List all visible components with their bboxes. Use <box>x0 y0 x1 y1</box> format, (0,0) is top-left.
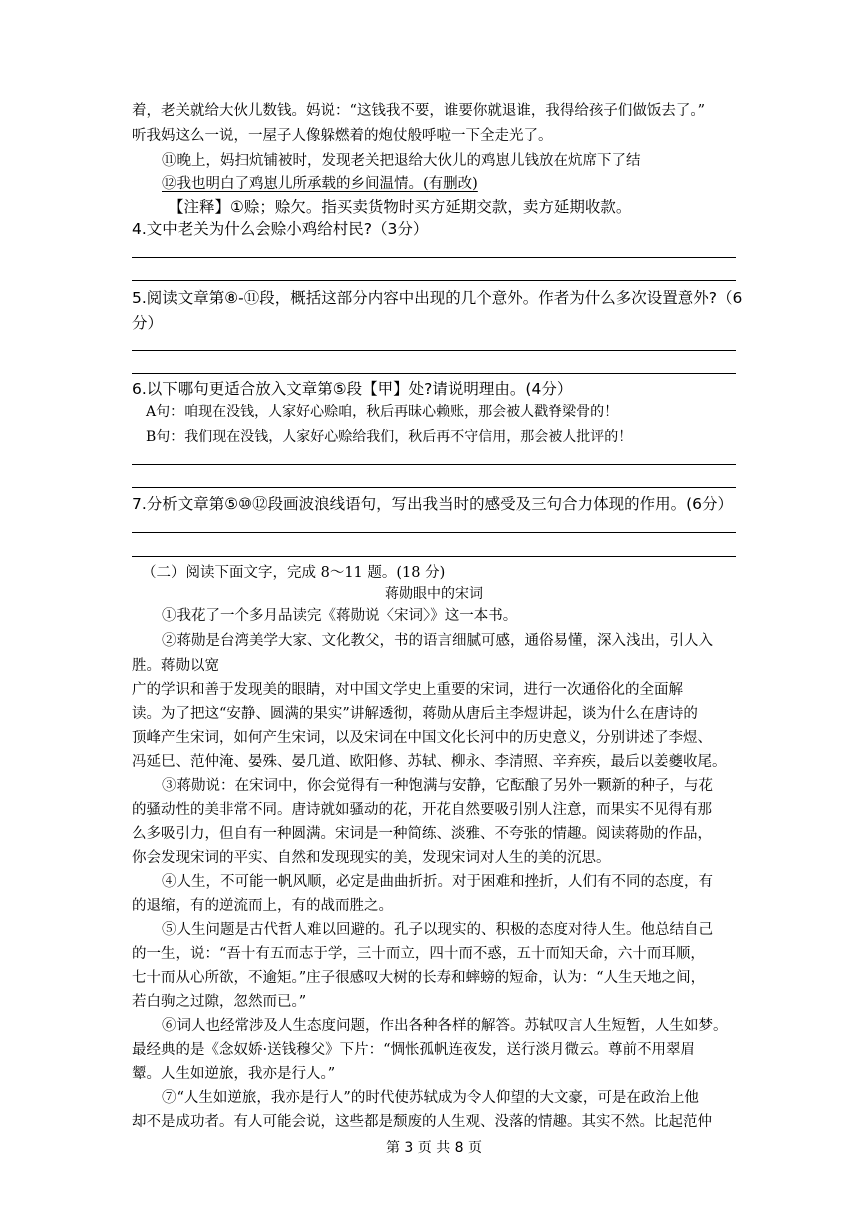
passage-line: 着，老关就给大伙儿数钱。妈说：“这钱我不要，谁要你就退谁，我得给孩子们做饭去了。” <box>132 103 706 119</box>
answer-line[interactable] <box>132 280 736 281</box>
answer-line[interactable] <box>132 257 736 258</box>
article-line: 颦。人生如逆旅，我亦是行人。” <box>132 1066 336 1082</box>
article-line: ①我花了一个多月品读完《蒋勋说〈宋词〉》这一本书。 <box>162 608 518 624</box>
answer-line[interactable] <box>132 487 736 488</box>
article-line: ⑦“人生如逆旅，我亦是行人”的时代使苏轼成为令人仰望的大文豪，可是在政治上他 <box>162 1090 699 1106</box>
article-line: 读。为了把这“安静、圆满的果实”讲解透彻，蒋勋从唐后主李煜讲起，谈为什么在唐诗的 <box>132 706 698 722</box>
question-4: 4.文中老关为什么会赊小鸡给村民?（3分） <box>132 220 429 238</box>
article-line: ⑤人生问题是古代哲人难以回避的。孔子以现实的、积极的态度对待人生。他总结自己 <box>162 922 713 938</box>
article-line: 你会发现宋词的平实、自然和发现现实的美，发现宋词对人生的美的沉思。 <box>132 850 611 866</box>
article-line: ⑥词人也经常涉及人生态度问题，作出各种各样的解答。苏轼叹言人生短暂，人生如梦。 <box>162 1018 728 1034</box>
article-title: 蒋勋眼中的宋词 <box>385 586 483 602</box>
answer-line[interactable] <box>132 373 736 374</box>
article-line: ②蒋勋是台湾美学大家、文化教父，书的语言细腻可感，通俗易懂，深入浅出，引人入 <box>162 633 713 649</box>
passage-paragraph-11: ⑪晚上，妈扫炕铺被时，发现老关把退给大伙儿的鸡崽儿钱放在炕席下了结 <box>162 153 641 169</box>
annotation-note: 【注释】①赊；赊欠。指买卖货物时买方延期交款，卖方延期收款。 <box>168 198 632 216</box>
option-a: A句：咱现在没钱，人家好心赊咱，秋后再昧心赖账，那会被人戳脊梁骨的！ <box>146 404 619 420</box>
article-line: 却不是成功者。有人可能会说，这些都是颓废的人生观、没落的情趣。其实不然。比起范仲 <box>132 1114 712 1130</box>
passage-line: 听我妈这么一说，一屋子人像躲燃着的炮仗般呼啦一下全走光了。 <box>132 128 553 144</box>
article-line: 的退缩，有的逆流而上，有的战而胜之。 <box>132 898 393 914</box>
page-footer: 第 3 页 共 8 页 <box>385 1140 483 1156</box>
answer-line[interactable] <box>132 464 736 465</box>
question-7: 7.分析文章第⑤⑩⑫段画波浪线语句，写出我当时的感受及三句合力体现的作用。(6分） <box>132 495 733 513</box>
article-line: ④人生，不可能一帆风顺，必定是曲曲折折。对于困难和挫折，人们有不同的态度，有 <box>162 874 713 890</box>
article-line: 的一生，说：“吾十有五而志于学，三十而立，四十而不惑，五十而知天命，六十而耳顺， <box>132 946 705 962</box>
article-line: 七十而从心所欲，不逾矩。”庄子很感叹大树的长寿和蟀螃的短命，认为：“人生天地之间， <box>132 970 706 986</box>
article-line: 若白驹之过隙，忽然而已。” <box>132 994 307 1010</box>
question-6: 6.以下哪句更适合放入文章第⑤段【甲】处?请说明理由。(4分） <box>132 380 573 398</box>
question-5-cont: 分） <box>132 314 164 332</box>
passage-paragraph-12: ⑫我也明白了鸡崽儿所承载的乡间温情。(有删改) <box>162 176 478 192</box>
article-line: 的骚动性的美非常不同。唐诗就如骚动的花，开花自然要吸引别人注意，而果实不见得有那 <box>132 802 712 818</box>
option-b: B句：我们现在没钱，人家好心赊给我们，秋后再不守信用，那会被人批评的！ <box>146 429 633 445</box>
article-line: ③蒋勋说：在宋词中，你会觉得有一种饱满与安静，它酝酿了另外一颗新的种子，与花 <box>162 778 713 794</box>
question-5: 5.阅读文章第⑧-⑪段，概括这部分内容中出现的几个意外。作者为什么多次设置意外?（6 <box>132 289 743 307</box>
article-line: 顶峰产生宋词，如何产生宋词，以及宋词在中国文化长河中的历史意义，分别讲述了李煜、 <box>132 730 712 746</box>
article-line: 胜。蒋勋以宽 <box>132 658 219 674</box>
answer-line[interactable] <box>132 532 736 533</box>
answer-line[interactable] <box>132 350 736 351</box>
section-heading: （二）阅读下面文字，完成 8～11 题。(18 分) <box>142 565 446 581</box>
article-line: 冯延巳、范仲淹、晏殊、晏几道、欧阳修、苏轼、柳永、李清照、辛弃疾，最后以姜夔收尾。 <box>132 754 727 770</box>
article-line: 最经典的是《念奴娇·送钱穆父》下片：“惆怅孤帆连夜发，送行淡月微云。尊前不用翠眉 <box>132 1042 696 1058</box>
article-line: 么多吸引力，但自有一种圆满。宋词是一种简练、淡雅、不夸张的情趣。阅读蒋勋的作品， <box>132 826 712 842</box>
article-line: 广的学识和善于发现美的眼睛，对中国文学史上重要的宋词，进行一次通俗化的全面解 <box>132 682 683 698</box>
answer-line[interactable] <box>132 556 736 557</box>
